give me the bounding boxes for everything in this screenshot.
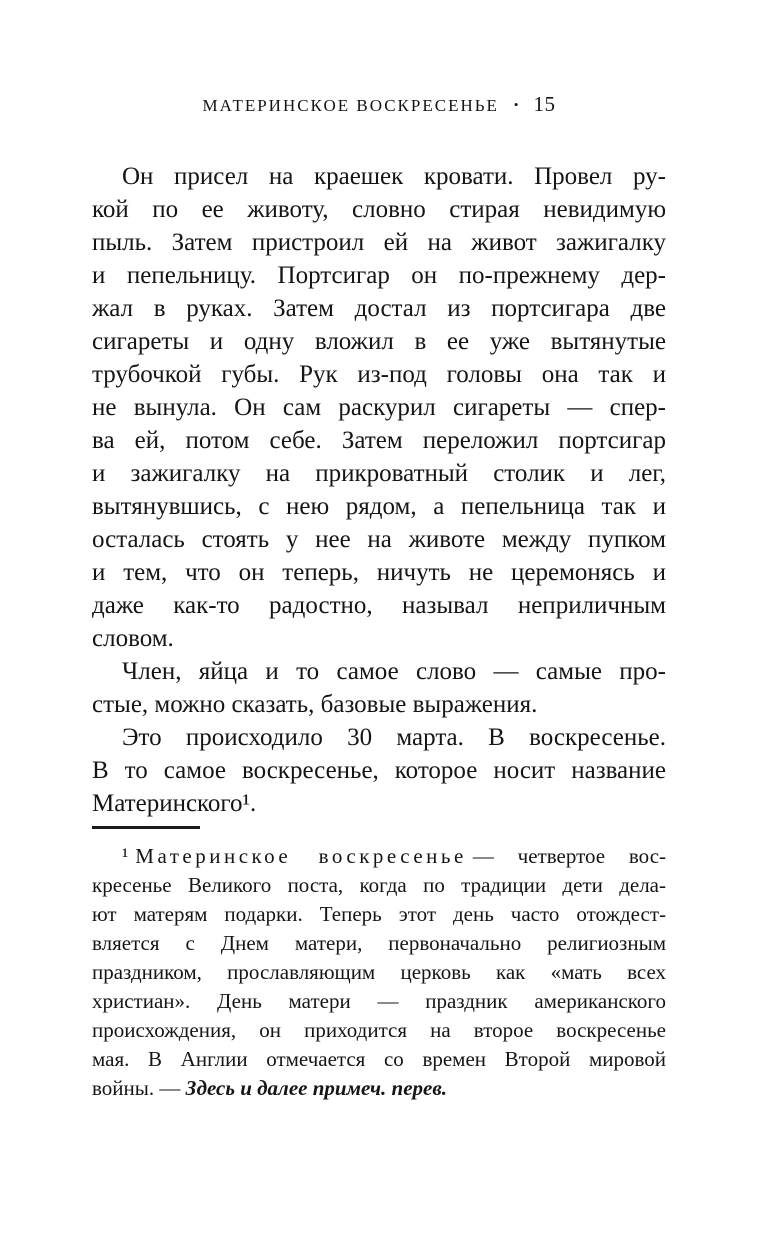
footnote-line bbox=[92, 1074, 666, 1103]
page-number: 15 bbox=[533, 92, 556, 116]
page-header bbox=[92, 92, 666, 116]
book-title: МАТЕРИНСКОЕ ВОСКРЕСЕНЬЕ bbox=[202, 96, 499, 115]
footnote-line: ют матерям подарки. Теперь этот день часто отождест- bbox=[92, 902, 666, 926]
text-line: В то самое воскресенье, которое носит название bbox=[92, 757, 666, 784]
footnote-line bbox=[92, 842, 666, 871]
footnote bbox=[92, 842, 666, 1103]
text-line: Он присел на краешек кровати. Провел ру- bbox=[122, 163, 666, 190]
footnote-rule bbox=[92, 826, 200, 829]
footnote-marker: ¹ bbox=[122, 844, 129, 868]
footnote-line: христиан». День матери — праздник американского bbox=[92, 989, 666, 1013]
text-line: стые, можно сказать, базовые выражения. bbox=[92, 691, 538, 718]
footnote-term: Материнское воскресенье bbox=[135, 844, 467, 868]
body-text bbox=[92, 160, 666, 820]
text-line: пыль. Затем пристроил ей на живот зажигалку bbox=[92, 229, 666, 256]
text-line: не вынула. Он сам раскурил сигареты — спер- bbox=[92, 394, 666, 421]
text-line: и зажигалку на прикроватный столик и лег, bbox=[92, 460, 666, 487]
footnote-line: вляется с Днем матери, первоначально религиозным bbox=[92, 931, 666, 955]
footnote-line: мая. В Англии отмечается со времен Второй мировой bbox=[92, 1047, 666, 1071]
footnote-line: праздником, прославляющим церковь как «мать всех bbox=[92, 960, 666, 984]
paragraph bbox=[92, 160, 666, 655]
text-line: Это происходило 30 марта. В воскресенье. bbox=[122, 724, 666, 751]
text-line: вытянувшись, с нею рядом, а пепельница так и bbox=[92, 493, 666, 520]
footnote-text: — четвертое вос- bbox=[472, 844, 667, 868]
text-line: осталась стоять у нее на животе между пупком bbox=[92, 526, 666, 553]
translator-note: Здесь и далее примеч. перев. bbox=[185, 1076, 447, 1100]
text-line: и тем, что он теперь, ничуть не церемонясь и bbox=[92, 559, 666, 586]
text-line: даже как-то радостно, называл неприличным bbox=[92, 592, 666, 619]
paragraph bbox=[92, 721, 666, 820]
text-line: сигареты и одну вложил в ее уже вытянутые bbox=[92, 328, 666, 355]
footnote-line: происхождения, он приходится на второе воскресенье bbox=[92, 1018, 666, 1042]
footnote-text: войны. — bbox=[92, 1076, 186, 1100]
paragraph bbox=[92, 655, 666, 721]
text-line: Материнского¹. bbox=[92, 790, 257, 817]
text-line: словом. bbox=[92, 625, 174, 652]
text-line: трубочкой губы. Рук из-под головы она так и bbox=[92, 361, 666, 388]
text-line: Член, яйца и то самое слово — самые про- bbox=[122, 658, 666, 685]
separator-dot-icon: • bbox=[513, 97, 519, 112]
text-line: ва ей, потом себе. Затем переложил портсигар bbox=[92, 427, 666, 454]
text-line: кой по ее животу, словно стирая невидимую bbox=[92, 196, 666, 223]
text-line: жал в руках. Затем достал из портсигара две bbox=[92, 295, 666, 322]
text-line: и пепельницу. Портсигар он по-прежнему дер- bbox=[92, 262, 666, 289]
footnote-line: кресенье Великого поста, когда по традиции дети дела- bbox=[92, 873, 666, 897]
